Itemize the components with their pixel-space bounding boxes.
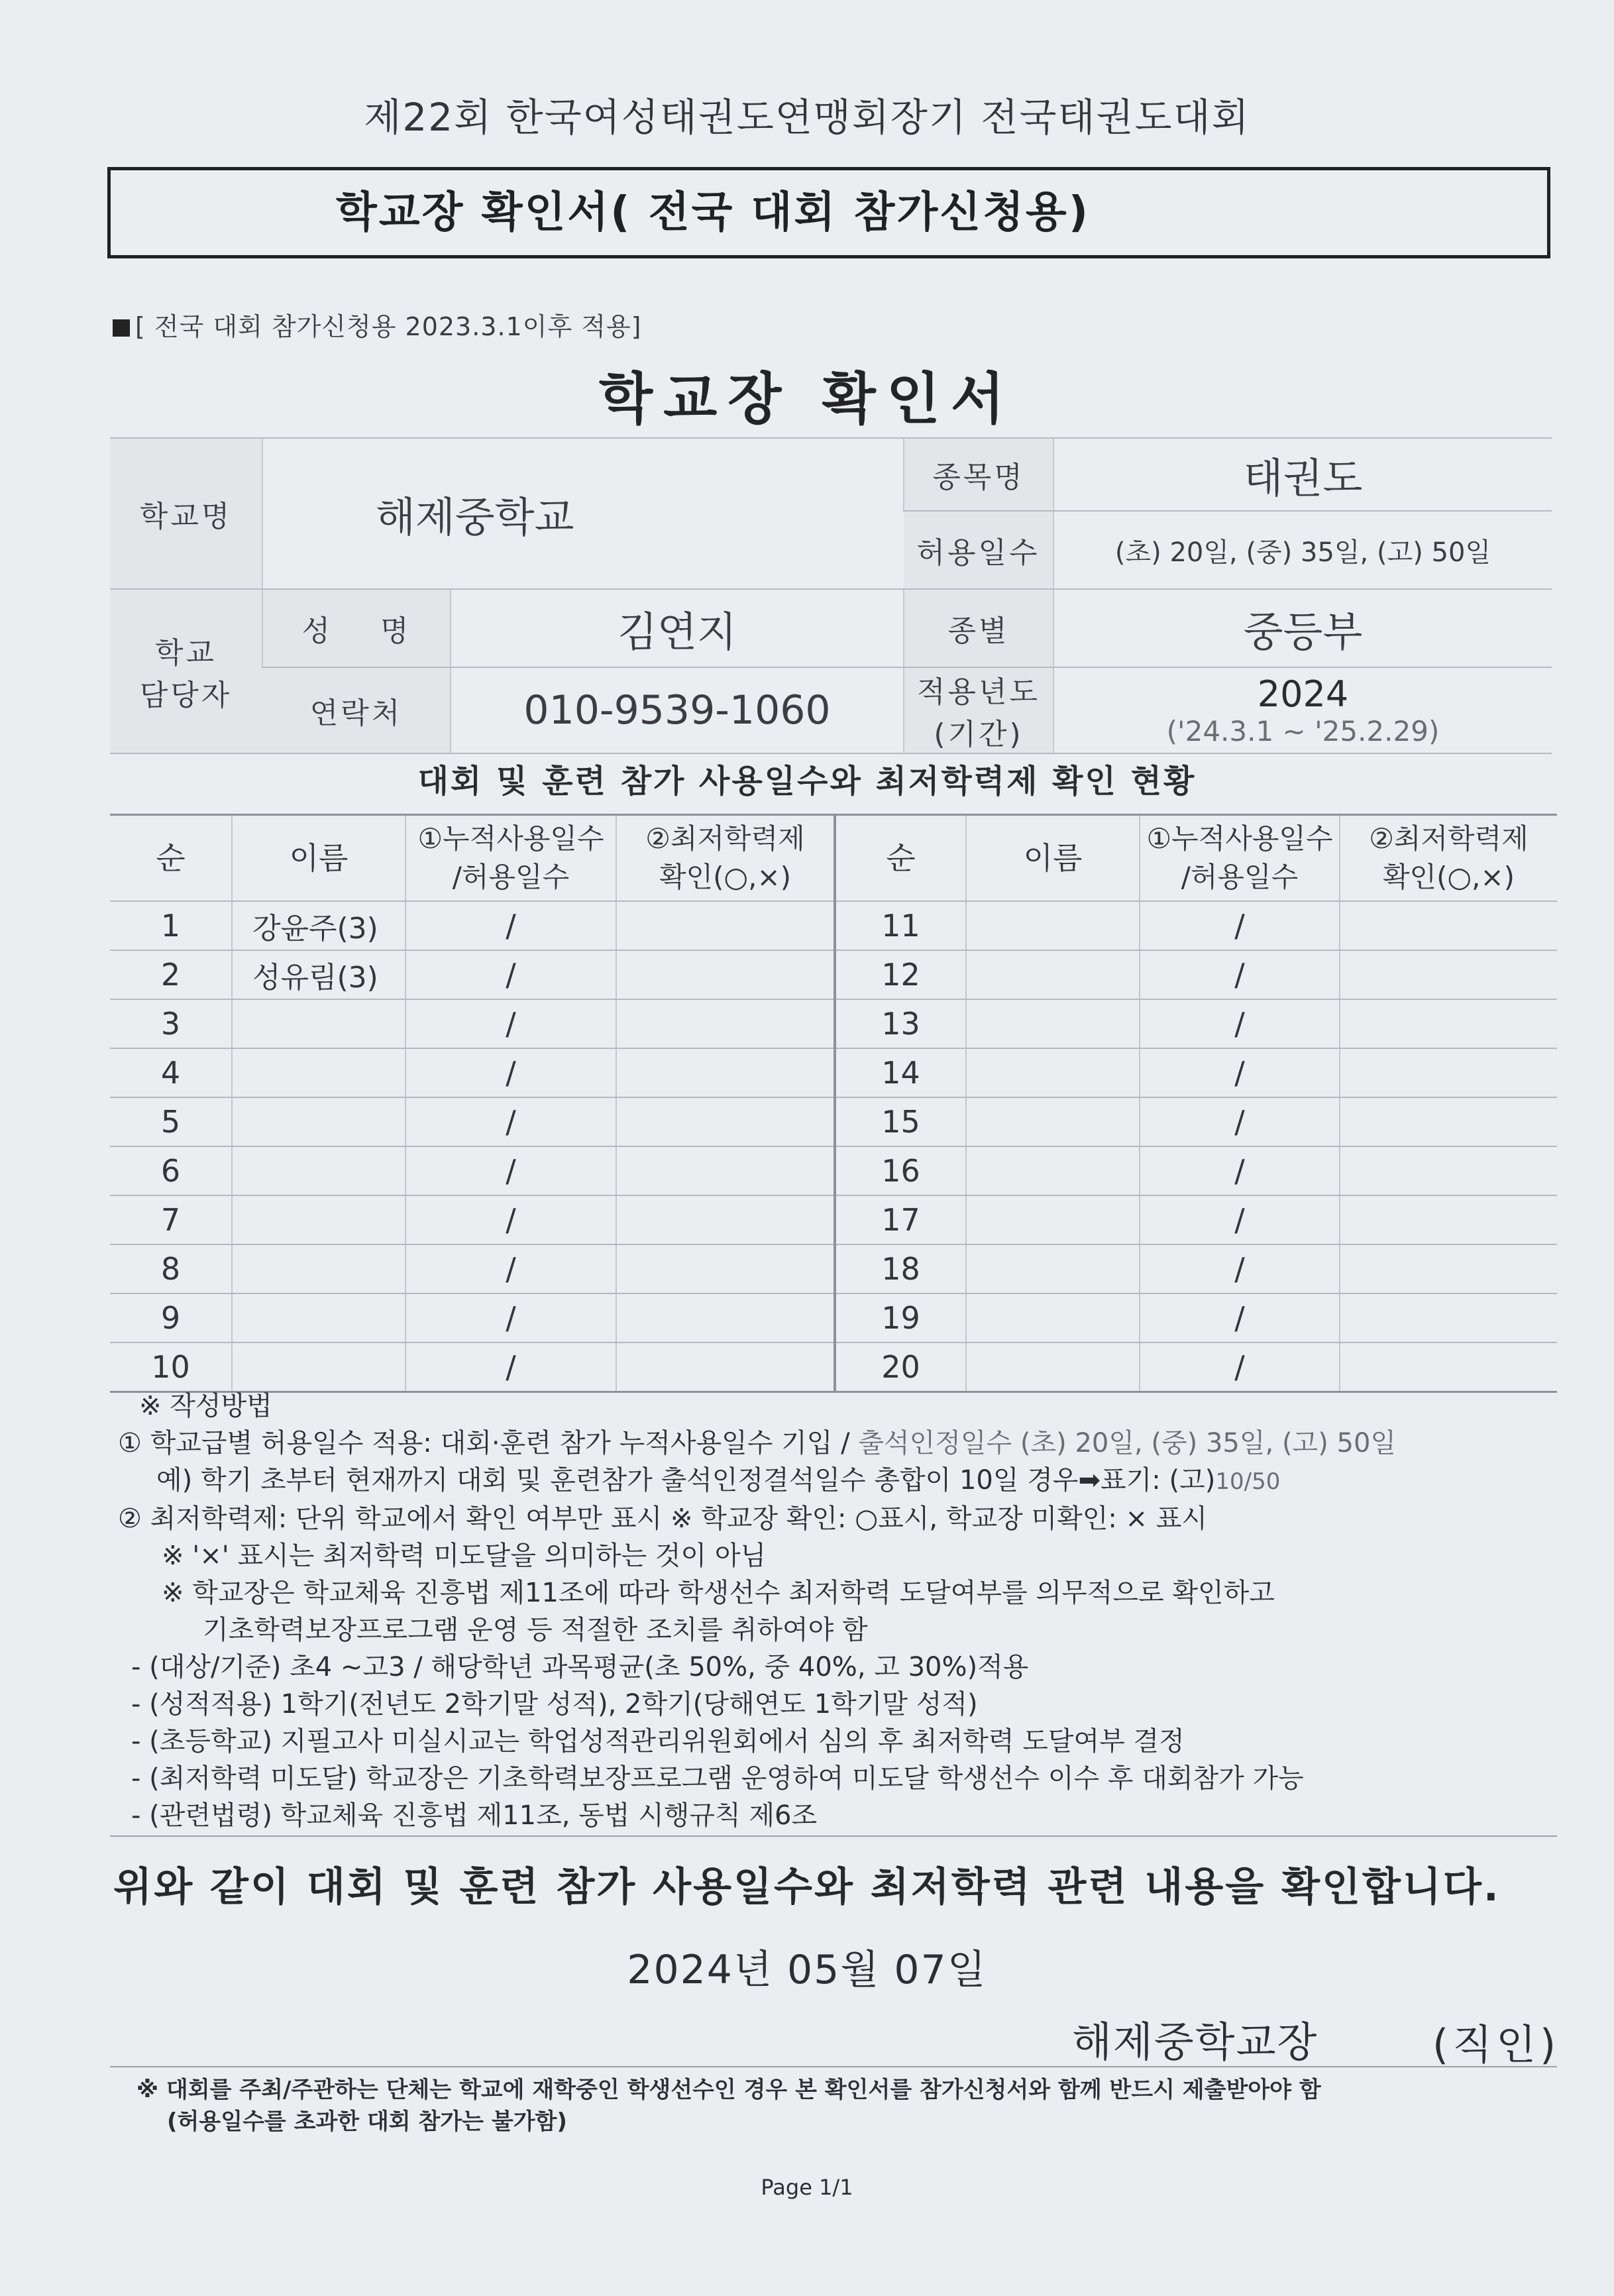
row-no: 14 (835, 1048, 966, 1097)
row-check (1340, 1048, 1557, 1097)
row-days: / (405, 999, 616, 1048)
row-check (1340, 1146, 1557, 1195)
header-check (616, 815, 835, 902)
row-days: / (1140, 1293, 1340, 1342)
row-no: 16 (835, 1146, 966, 1195)
table-row (110, 901, 1557, 950)
row-name (966, 1048, 1140, 1097)
row-days: / (405, 1293, 616, 1342)
instruction-line1-text: ① 학교급별 허용일수 적용: 대회·훈련 참가 누적사용일수 기입 / (118, 1428, 859, 1458)
confirmation-statement: 위와 같이 대회 및 훈련 참가 사용일수와 최저학력 관련 내용을 확인합니다. (113, 1864, 1501, 1910)
sport-label: 종목명 (904, 438, 1053, 511)
header-days-line2: /허용일수 (452, 861, 570, 893)
row-name (966, 1097, 1140, 1146)
row-no: 10 (110, 1342, 232, 1392)
row-name (966, 950, 1140, 999)
form-box-title: 학교장 확인서( 전국 대회 참가신청용) (107, 167, 1550, 258)
contact-group-label-line2: 담당자 (139, 679, 233, 712)
year-label-line1: 적용년도 (916, 675, 1040, 709)
division-value: 중등부 (1053, 589, 1552, 667)
instruction-line1-note: 출석인정일수 (초) 20일, (중) 35일, (고) 50일 (858, 1428, 1397, 1458)
row-days: / (1140, 950, 1340, 999)
phone-label: 연락처 (262, 667, 451, 753)
row-name (966, 1244, 1140, 1293)
instructions (118, 1388, 1556, 1834)
allowed-days-label: 허용일수 (904, 511, 1053, 589)
instruction-line: ※ 학교장은 학교체육 진흥법 제11조에 따라 학생선수 최저학력 도달여부를 의무적으로 확인하고 (162, 1578, 1275, 1608)
divider (110, 2066, 1557, 2067)
row-check (1340, 999, 1557, 1048)
row-check (616, 1048, 835, 1097)
row-name (232, 1342, 405, 1392)
row-name (232, 1293, 405, 1342)
sport-value: 태권도 (1053, 438, 1552, 511)
header-days-right (1140, 815, 1340, 902)
row-no: 17 (835, 1195, 966, 1244)
event-title: 제22회 한국여성태권도연맹회장기 전국태권도대회 (364, 95, 1250, 140)
row-check (616, 1195, 835, 1244)
row-name (966, 1342, 1140, 1392)
instruction-line2-example: 10/50 (1215, 1468, 1281, 1495)
contact-group-label (110, 589, 262, 753)
row-days: / (1140, 901, 1340, 950)
row-days: / (405, 1195, 616, 1244)
row-no: 4 (110, 1048, 232, 1097)
table-row (110, 1244, 1557, 1293)
row-no: 20 (835, 1342, 966, 1392)
row-check (616, 1293, 835, 1342)
row-days: / (405, 901, 616, 950)
table-row (110, 1293, 1557, 1342)
row-name (232, 999, 405, 1048)
row-check (1340, 1293, 1557, 1342)
row-no: 7 (110, 1195, 232, 1244)
row-days: / (405, 1146, 616, 1195)
row-name (232, 1048, 405, 1097)
row-name (966, 1146, 1140, 1195)
row-days: / (405, 1048, 616, 1097)
instruction-line (118, 1462, 1556, 1500)
row-check (616, 950, 835, 999)
instruction-line: 기초학력보장프로그램 운영 등 적절한 조치를 취하여야 함 (203, 1615, 868, 1645)
instruction-line: ※ '×' 표시는 최저학력 미도달을 의미하는 것이 아님 (162, 1541, 767, 1571)
row-no: 6 (110, 1146, 232, 1195)
row-no: 18 (835, 1244, 966, 1293)
instruction-line2-text: 예) 학기 초부터 현재까지 대회 및 훈련참가 출석인정결석일수 총합이 10일 경우➡표기: (고) (156, 1465, 1216, 1496)
period-value: ('24.3.1 ~ '25.2.29) (1166, 715, 1440, 747)
header-check-right-line2: 확인(○,×) (1382, 861, 1515, 893)
name-label: 성 명 (262, 589, 451, 667)
header-days-right-line1: ①누적사용일수 (1146, 822, 1333, 855)
row-days: / (405, 1097, 616, 1146)
table-row (110, 950, 1557, 999)
row-name (966, 1195, 1140, 1244)
row-name (966, 901, 1140, 950)
row-no: 12 (835, 950, 966, 999)
instruction-line: - (관련법령) 학교체육 진흥법 제11조, 동법 시행규칙 제6조 (131, 1800, 818, 1831)
row-check (1340, 1244, 1557, 1293)
header-check-line1: ②최저학력제 (645, 822, 805, 855)
header-no-right: 순 (835, 815, 966, 902)
instruction-line: ② 최저학력제: 단위 학교에서 확인 여부만 표시 ※ 학교장 확인: ○표시, 학교장 미확인: × 표시 (118, 1503, 1208, 1534)
row-days: / (1140, 1342, 1340, 1392)
row-name (966, 1293, 1140, 1342)
instruction-line: - (성적적용) 1학기(전년도 2학기말 성적), 2학기(당해연도 1학기말 성적) (131, 1689, 978, 1720)
row-days: / (1140, 1048, 1340, 1097)
footer-note (136, 2074, 1554, 2138)
year-label (904, 667, 1053, 753)
header-check-right (1340, 815, 1557, 902)
info-table (110, 437, 1552, 754)
header-days-line1: ①누적사용일수 (417, 822, 604, 855)
official-seal-label: (직인) (1432, 2020, 1560, 2069)
row-days: / (1140, 1097, 1340, 1146)
notice-tag-text: [ 전국 대회 참가신청용 2023.3.1이후 적용] (135, 312, 642, 341)
row-days: / (1140, 1146, 1340, 1195)
row-name: 성유림(3) (232, 950, 405, 999)
document-title: 학교장 확인서 (598, 366, 1016, 431)
row-days: / (405, 950, 616, 999)
instruction-line: - (초등학교) 지필고사 미실시교는 학업성적관리위원회에서 심의 후 최저학력 도달여부 결정 (131, 1726, 1185, 1757)
table-row (110, 1146, 1557, 1195)
row-name (232, 1097, 405, 1146)
header-name-right: 이름 (966, 815, 1140, 902)
row-check (616, 1342, 835, 1392)
header-check-line2: 확인(○,×) (659, 861, 792, 893)
black-square-icon (113, 319, 130, 337)
signer-name: 해제중학교장 (1072, 2018, 1318, 2066)
row-check (616, 1146, 835, 1195)
division-label: 종별 (904, 589, 1053, 667)
instructions-heading: ※ 작성방법 (139, 1391, 272, 1421)
allowed-days-value: (초) 20일, (중) 35일, (고) 50일 (1053, 511, 1552, 589)
athlete-table (110, 814, 1557, 1393)
row-no: 3 (110, 999, 232, 1048)
notice-tag (113, 306, 641, 343)
row-name (232, 1146, 405, 1195)
table-row (110, 999, 1557, 1048)
header-days (405, 815, 616, 902)
header-days-right-line2: /허용일수 (1181, 861, 1299, 893)
header-check-right-line1: ②최저학력제 (1369, 822, 1529, 855)
row-check (1340, 950, 1557, 999)
phone-value: 010-9539-1060 (451, 667, 904, 753)
contact-group-label-line1: 학교 (154, 636, 217, 670)
instruction-line (118, 1425, 1556, 1462)
row-name (232, 1195, 405, 1244)
row-name (232, 1244, 405, 1293)
table-row (110, 1342, 1557, 1392)
table-row (110, 1097, 1557, 1146)
year-label-line2: (기간) (934, 718, 1024, 751)
section-title: 대회 및 훈련 참가 사용일수와 최저학력제 확인 현황 (417, 763, 1197, 800)
table-row (110, 1048, 1557, 1097)
footer-note-line1: ※ 대회를 주최/주관하는 단체는 학교에 재학중인 학생선수인 경우 본 확인서를 참가신청서와 함께 반드시 제출받아야 함 (136, 2077, 1321, 2103)
issue-date: 2024년 05월 07일 (627, 1947, 987, 1993)
page-number: Page 1/1 (761, 2175, 853, 2200)
row-check (1340, 901, 1557, 950)
header-name: 이름 (232, 815, 405, 902)
table-row (110, 1195, 1557, 1244)
row-no: 19 (835, 1293, 966, 1342)
row-no: 5 (110, 1097, 232, 1146)
row-no: 9 (110, 1293, 232, 1342)
row-days: / (405, 1244, 616, 1293)
row-days: / (1140, 999, 1340, 1048)
row-no: 11 (835, 901, 966, 950)
row-no: 13 (835, 999, 966, 1048)
row-no: 2 (110, 950, 232, 999)
name-value: 김연지 (451, 589, 904, 667)
instruction-line: - (대상/기준) 초4 ~고3 / 해당학년 과목평균(초 50%, 중 40%, 고 30%)적용 (131, 1652, 1029, 1682)
row-check (616, 999, 835, 1048)
row-name (966, 999, 1140, 1048)
row-no: 8 (110, 1244, 232, 1293)
row-name: 강윤주(3) (232, 901, 405, 950)
header-no: 순 (110, 815, 232, 902)
row-days: / (405, 1342, 616, 1392)
footer-note-line2: (허용일수를 초과한 대회 참가는 불가함) (167, 2108, 567, 2135)
row-no: 1 (110, 901, 232, 950)
row-no: 15 (835, 1097, 966, 1146)
row-check (1340, 1195, 1557, 1244)
row-days: / (1140, 1195, 1340, 1244)
row-days: / (1140, 1244, 1340, 1293)
row-check (616, 1244, 835, 1293)
school-name: 해제중학교 (262, 438, 904, 589)
row-check (616, 1097, 835, 1146)
row-check (1340, 1097, 1557, 1146)
instruction-line: - (최저학력 미도달) 학교장은 기초학력보장프로그램 운영하여 미도달 학생선수 이수 후 대회참가 가능 (131, 1763, 1304, 1794)
year-cell (1053, 667, 1552, 753)
table-header-row (110, 815, 1557, 902)
divider (110, 1835, 1557, 1837)
year-value: 2024 (1257, 673, 1349, 715)
school-label: 학교명 (110, 438, 262, 589)
row-check (616, 901, 835, 950)
row-check (1340, 1342, 1557, 1392)
